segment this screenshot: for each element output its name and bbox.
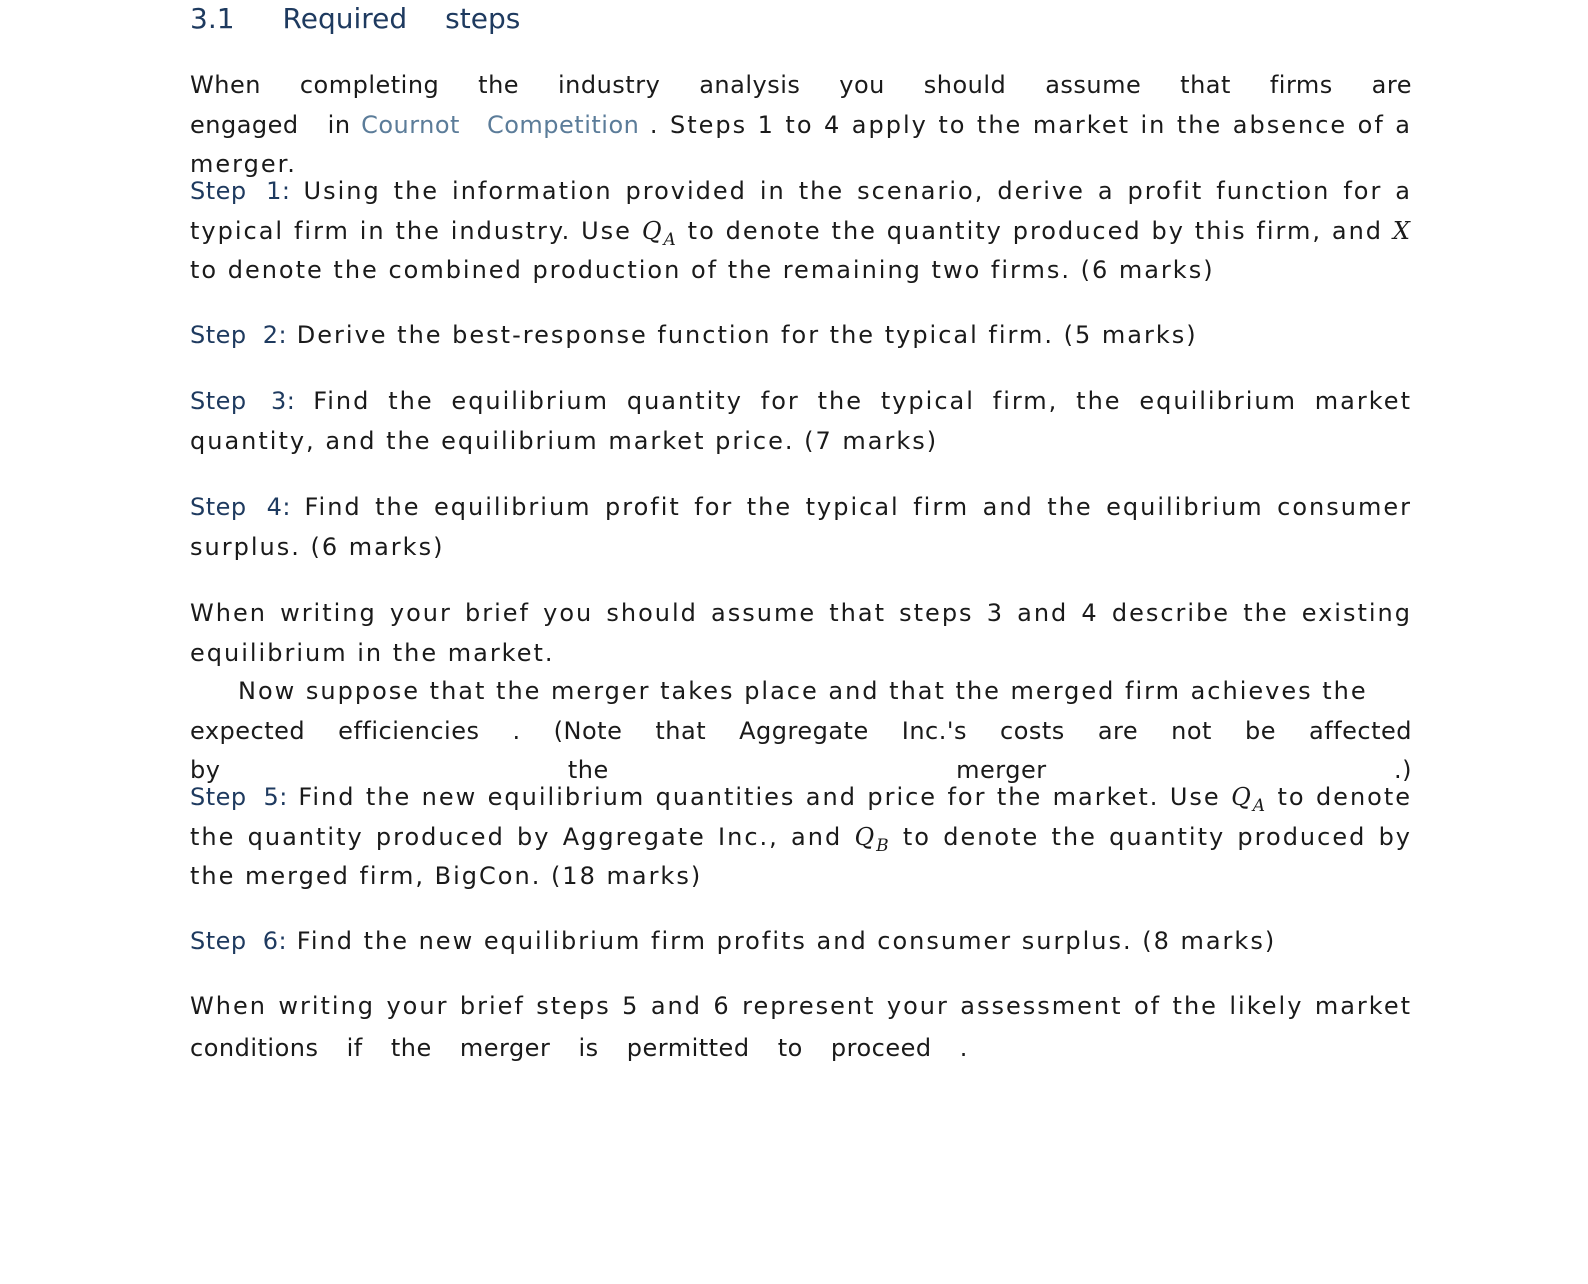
step-2-label: Step 2:	[190, 321, 288, 349]
step-5-text-b: to denote the quantity produced by Aggregate Inc., and	[190, 783, 1413, 851]
step-4-paragraph	[190, 488, 1412, 567]
closing-paragraph	[190, 985, 1412, 1069]
step-5-var-qb: Q	[854, 822, 877, 851]
step-1-var-q: Q	[641, 216, 664, 245]
intro-text-after: . Steps 1 to 4 apply to the market in the absence of a merger.	[190, 110, 1412, 178]
step-2-text: Derive the best-response function for the typical firm. (5 marks)	[296, 321, 1198, 349]
step-1-sub-a: A	[663, 229, 678, 250]
merger-text-b: expected efficiencies . (Note that Aggregate Inc.'s costs are not be affected by the merger .)	[190, 716, 1412, 784]
section-heading	[190, 2, 520, 35]
step-6-paragraph	[190, 922, 1412, 962]
step-1-var-x: X	[1392, 216, 1412, 245]
brief-note-paragraph	[190, 594, 1412, 673]
step-5-sub-b: B	[876, 835, 891, 856]
step-5-text-c: to denote the quantity produced by the merged firm, BigCon. (18 marks)	[190, 822, 1413, 890]
step-1-paragraph	[190, 172, 1412, 291]
section-title-word-1: Required	[282, 2, 408, 35]
step-2-paragraph	[190, 316, 1412, 356]
step-4-label: Step 4:	[190, 493, 291, 521]
step-5-paragraph	[190, 778, 1412, 897]
section-title-word-2: steps	[445, 2, 521, 35]
step-6-label: Step 6:	[190, 927, 288, 955]
step-3-paragraph	[190, 382, 1412, 461]
cournot-competition-link[interactable]: Cournot Competition	[361, 110, 640, 139]
intro-text-before: When completing the industry analysis you should assume that firms are engaged in	[190, 71, 1412, 139]
step-4-text: Find the equilibrium profit for the typical firm and the equilibrium consumer surplus. (6 marks)	[190, 493, 1412, 561]
step-1-text-b: to denote the quantity produced by this firm, and	[687, 216, 1384, 245]
intro-paragraph	[190, 66, 1412, 185]
section-number: 3.1	[190, 2, 235, 35]
merger-paragraph	[190, 672, 1412, 791]
step-1-label: Step 1:	[190, 177, 291, 205]
step-1-text-a: Using the information provided in the scenario, derive a profit function for a typical firm in the industry. Use	[190, 177, 1413, 245]
step-5-sub-a: A	[1252, 796, 1268, 816]
step-5-label: Step 5:	[190, 783, 288, 811]
closing-text-b: conditions if the merger is permitted to proceed .	[190, 1034, 968, 1062]
step-6-text: Find the new equilibrium firm profits and consumer surplus. (8 marks)	[296, 927, 1277, 955]
step-1-text-c: to denote the combined production of the remaining two firms. (6 marks)	[190, 256, 1215, 284]
closing-text-a: When writing your brief steps 5 and 6 represent your assessment of the likely market	[190, 992, 1412, 1020]
step-3-text: Find the equilibrium quantity for the typical firm, the equilibrium market quantity, and the equilibrium market price. (7 marks)	[190, 387, 1412, 455]
step-5-text-a: Find the new equilibrium quantities and price for the market. Use	[298, 783, 1221, 811]
brief-note-text: When writing your brief you should assume that steps 3 and 4 describe the existing equilibrium in the market.	[190, 599, 1412, 667]
step-3-label: Step 3:	[190, 387, 296, 415]
merger-text-a: Now suppose that the merger takes place and that the merged firm achieves the	[238, 677, 1368, 705]
step-5-var-qa: Q	[1231, 783, 1253, 811]
